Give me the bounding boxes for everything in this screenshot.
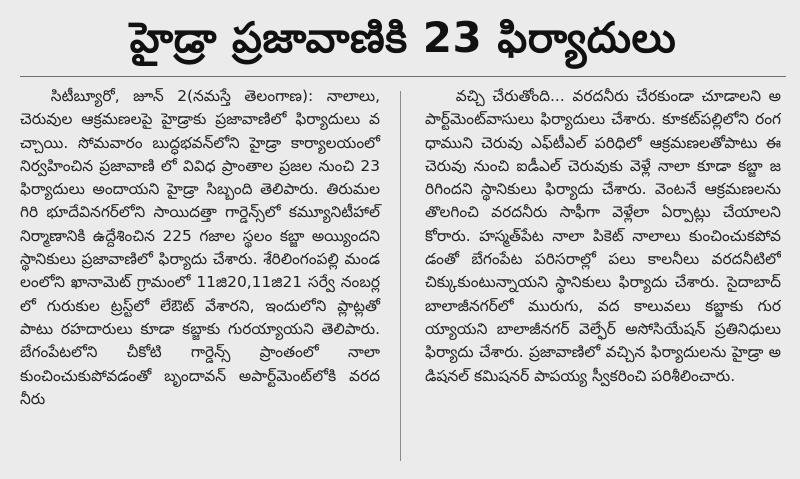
column-divider <box>400 91 401 461</box>
article-body <box>20 85 786 469</box>
article-column-left <box>20 85 390 469</box>
article-paragraph: సిటీబ్యూరో, జూన్ 2(నమస్తే తెలంగాణ): నాలాలు, చెరువుల ఆక్రమణలపై హైడ్రాకు ప్రజావాణిలో ఫిర్యాదులు వచ్చాయి. సోమవారం బుద్ధభవన్‌లోని హైడ్రా కార్యాలయంలో నిర్వహించిన ప్రజావాణి లో వివిధ ప్రాంతాల ప్రజల నుంచి 23 ఫిర్యాదులు అందాయని హైడ్రా సిబ్బంది తెలిపారు. తిరుమలగిరి భూదేవినగర్‌లోని సాయిదత్తా గార్డెన్స్‌లో కమ్యూనిటీహాల్ నిర్మాణానికి ఉద్దేశించిన 225 గజాల స్థలం కబ్జా అయ్యిందని స్థానికులు ప్రజావాణిలో ఫిర్యాదు చేశారు. శేరిలింగంపల్లి మండలంలోని ఖానామెట్ గ్రామంలో 11జి20,11జి21 సర్వే నంబర్లలో గురుకుల ట్రస్ట్‌లో లేఔట్ వేశారని, ఇందులోని ప్లాట్లతో పాటు రహదారులు కూడా కబ్జాకు గురయ్యాయని తెలిపారు. బేగంపేటలోని చీకోటి గార్డెన్స్ ప్రాంతంలో నాలా కుంచించుకుపోవడంతో బృందావన్ అపార్ట్‌మెంట్‌లోకి వరదనీరు <box>20 87 380 408</box>
article-paragraph: వచ్చి చేరుతోంది... వరదనీరు చేరకుండా చూడాలని అపార్ట్‌మెంట్‌వాసులు ఫిర్యాదులు చేశారు. కూకట్‌పల్లిలోని రంగధాముని చెరువు ఎఫ్‌టీఎల్ పరిధిలో ఆక్రమణలతోపాటు ఈ చెరువు నుంచి ఐడీఎల్ చెరువుకు వెళ్లే నాలా కూడా కబ్జా జరిగిందని స్థానికులు ఫిర్యాదు చేశారు. వెంటనే ఆక్రమణలను తొలగించి వరదనీరు సాఫీగా వెళ్లేలా ఏర్పాట్లు చేయాలని కోరారు. హస్మత్‌పేట నాలా పికెట్ నాలాలు కుంచించుకపోవడంతో బేగంపేట పరిసరాల్లో పలు కాలనీలు వరదనీటిలో చిక్కుకుంటున్నాయని స్థానికులు ఫిర్యాదు చేశారు. సైదాబాద్ బాలాజీనగర్‌లో మురుగు, వద కాలువలు కబ్జాకు గురయ్యాయని బాలాజీనగర్ వెల్ఫేర్ అసోసియేషన్ ప్రతినిధులు ఫిర్యాదు చేశారు. ప్రజావాణిలో వచ్చిన ఫిర్యాదులను హైడ్రా అడిషనల్ కమిషనర్ పాపయ్య స్వీకరించి పరిశీలించారు. <box>425 87 781 385</box>
headline-divider <box>20 76 786 77</box>
article-column-right <box>411 85 781 469</box>
headline: హైడ్రా ప్రజావాణికి 23 ఫిర్యాదులు <box>129 13 677 62</box>
